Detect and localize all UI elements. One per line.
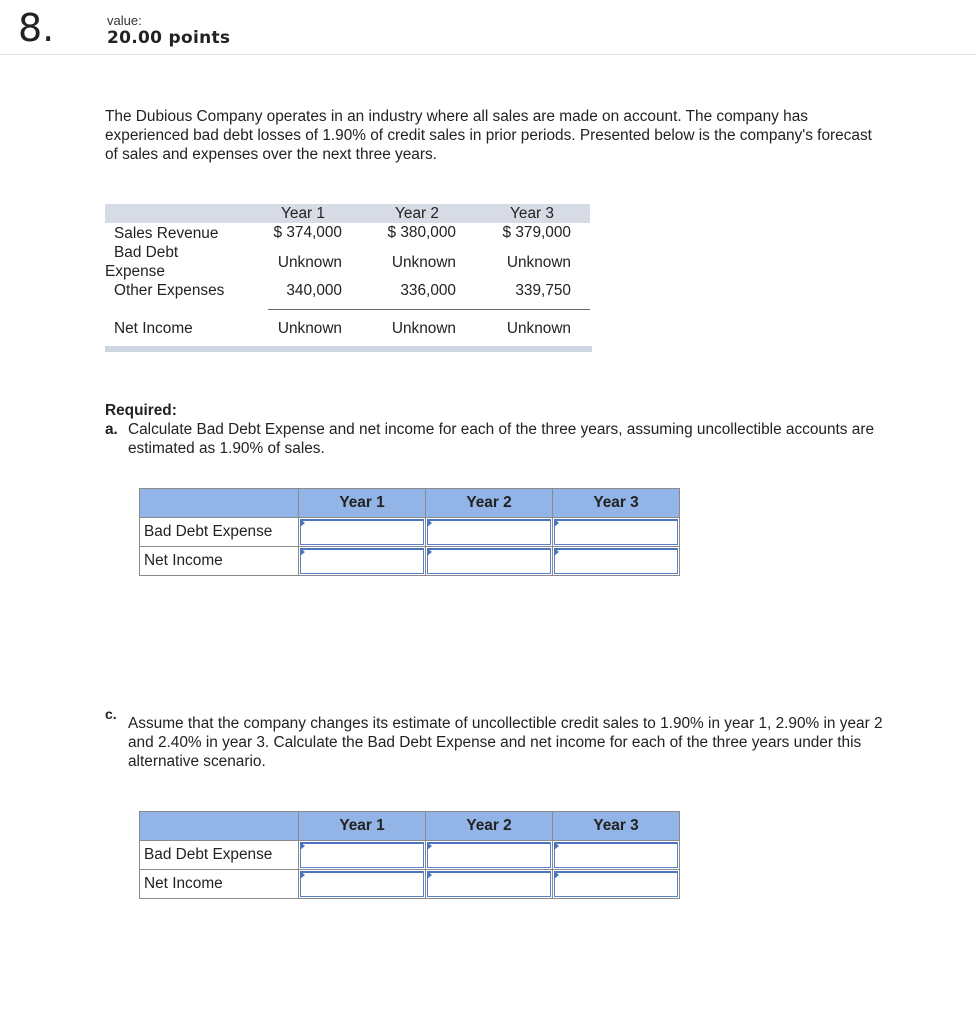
- question-number: 8.: [18, 6, 55, 50]
- grid-c-bad-debt-year3-input[interactable]: [553, 841, 680, 870]
- required-section: [105, 401, 885, 458]
- grid-c-header-year1: Year 1: [299, 812, 426, 841]
- grid-c-net-income-year1-input[interactable]: [299, 870, 426, 899]
- intro-paragraph: The Dubious Company operates in an industry where all sales are made on account. The company has experienced bad debt losses of 1.90% of credit sales in prior periods. Presented below is the company's forecast of sales and expenses over the next three years.: [105, 108, 872, 163]
- part-c-answer-grid: [139, 811, 680, 899]
- grid-a-header-year3: Year 3: [553, 489, 680, 518]
- grid-a-net-income-year2-input[interactable]: [426, 547, 553, 576]
- row-label-bad-debt-line1: Bad Debt: [114, 244, 179, 261]
- grid-a-bad-debt-year3-input[interactable]: [553, 518, 680, 547]
- grid-c-net-income-year3-input[interactable]: [553, 870, 680, 899]
- grid-a-bad-debt-year2-input[interactable]: [426, 518, 553, 547]
- grid-corner: [140, 489, 299, 518]
- header-divider: [0, 54, 976, 55]
- grid-a-header-year2: Year 2: [426, 489, 553, 518]
- grid-c-bad-debt-year2-input[interactable]: [426, 841, 553, 870]
- forecast-header-year3: Year 3: [510, 205, 554, 222]
- value-label: value:: [107, 13, 142, 28]
- subtotal-rule: [268, 309, 590, 310]
- grid-a-bad-debt-year1-input[interactable]: [299, 518, 426, 547]
- row-label-bad-debt-line2: Expense: [105, 263, 165, 280]
- sales-revenue-year1: $ 374,000: [273, 224, 342, 241]
- forecast-header-year2: Year 2: [395, 205, 439, 222]
- points-value: 20.00 points: [107, 28, 231, 48]
- row-label-sales-revenue: Sales Revenue: [114, 225, 219, 242]
- forecast-table: [105, 204, 590, 354]
- grid-c-header-year3: Year 3: [553, 812, 680, 841]
- row-label-other-expenses: Other Expenses: [114, 282, 225, 299]
- grid-c-net-income-year2-input[interactable]: [426, 870, 553, 899]
- grid-a-row-net-income: Net Income: [140, 547, 299, 576]
- forecast-footer-bar: [105, 346, 592, 352]
- other-expenses-year1: 340,000: [286, 282, 342, 299]
- grid-c-row-net-income: Net Income: [140, 870, 299, 899]
- other-expenses-year2: 336,000: [400, 282, 456, 299]
- grid-a-row-bad-debt: Bad Debt Expense: [140, 518, 299, 547]
- net-income-year1: Unknown: [277, 320, 342, 337]
- grid-corner: [140, 812, 299, 841]
- grid-c-header-year2: Year 2: [426, 812, 553, 841]
- net-income-year3: Unknown: [506, 320, 571, 337]
- part-c-text: Assume that the company changes its estimate of uncollectible credit sales to 1.90% in year 1, 2.90% in year 2 and 2.40% in year 3. Calculate the Bad Debt Expense and net income for each of the three years under this alternative scenario.: [128, 715, 883, 770]
- part-a-text: Calculate Bad Debt Expense and net income for each of the three years, assuming uncollectible accounts are estimated as 1.90% of sales.: [128, 421, 875, 457]
- other-expenses-year3: 339,750: [515, 282, 571, 299]
- part-c-letter: c.: [105, 706, 117, 722]
- grid-a-header-year1: Year 1: [299, 489, 426, 518]
- grid-a-net-income-year3-input[interactable]: [553, 547, 680, 576]
- grid-a-net-income-year1-input[interactable]: [299, 547, 426, 576]
- bad-debt-year3: Unknown: [506, 254, 571, 271]
- part-a-letter: a.: [105, 421, 118, 438]
- net-income-year2: Unknown: [391, 320, 456, 337]
- part-a-answer-grid: [139, 488, 680, 576]
- grid-c-bad-debt-year1-input[interactable]: [299, 841, 426, 870]
- bad-debt-year1: Unknown: [277, 254, 342, 271]
- sales-revenue-year2: $ 380,000: [387, 224, 456, 241]
- grid-c-row-bad-debt: Bad Debt Expense: [140, 841, 299, 870]
- bad-debt-year2: Unknown: [391, 254, 456, 271]
- sales-revenue-year3: $ 379,000: [502, 224, 571, 241]
- forecast-header-year1: Year 1: [281, 205, 325, 222]
- required-heading: Required:: [105, 402, 177, 419]
- row-label-net-income: Net Income: [114, 320, 193, 337]
